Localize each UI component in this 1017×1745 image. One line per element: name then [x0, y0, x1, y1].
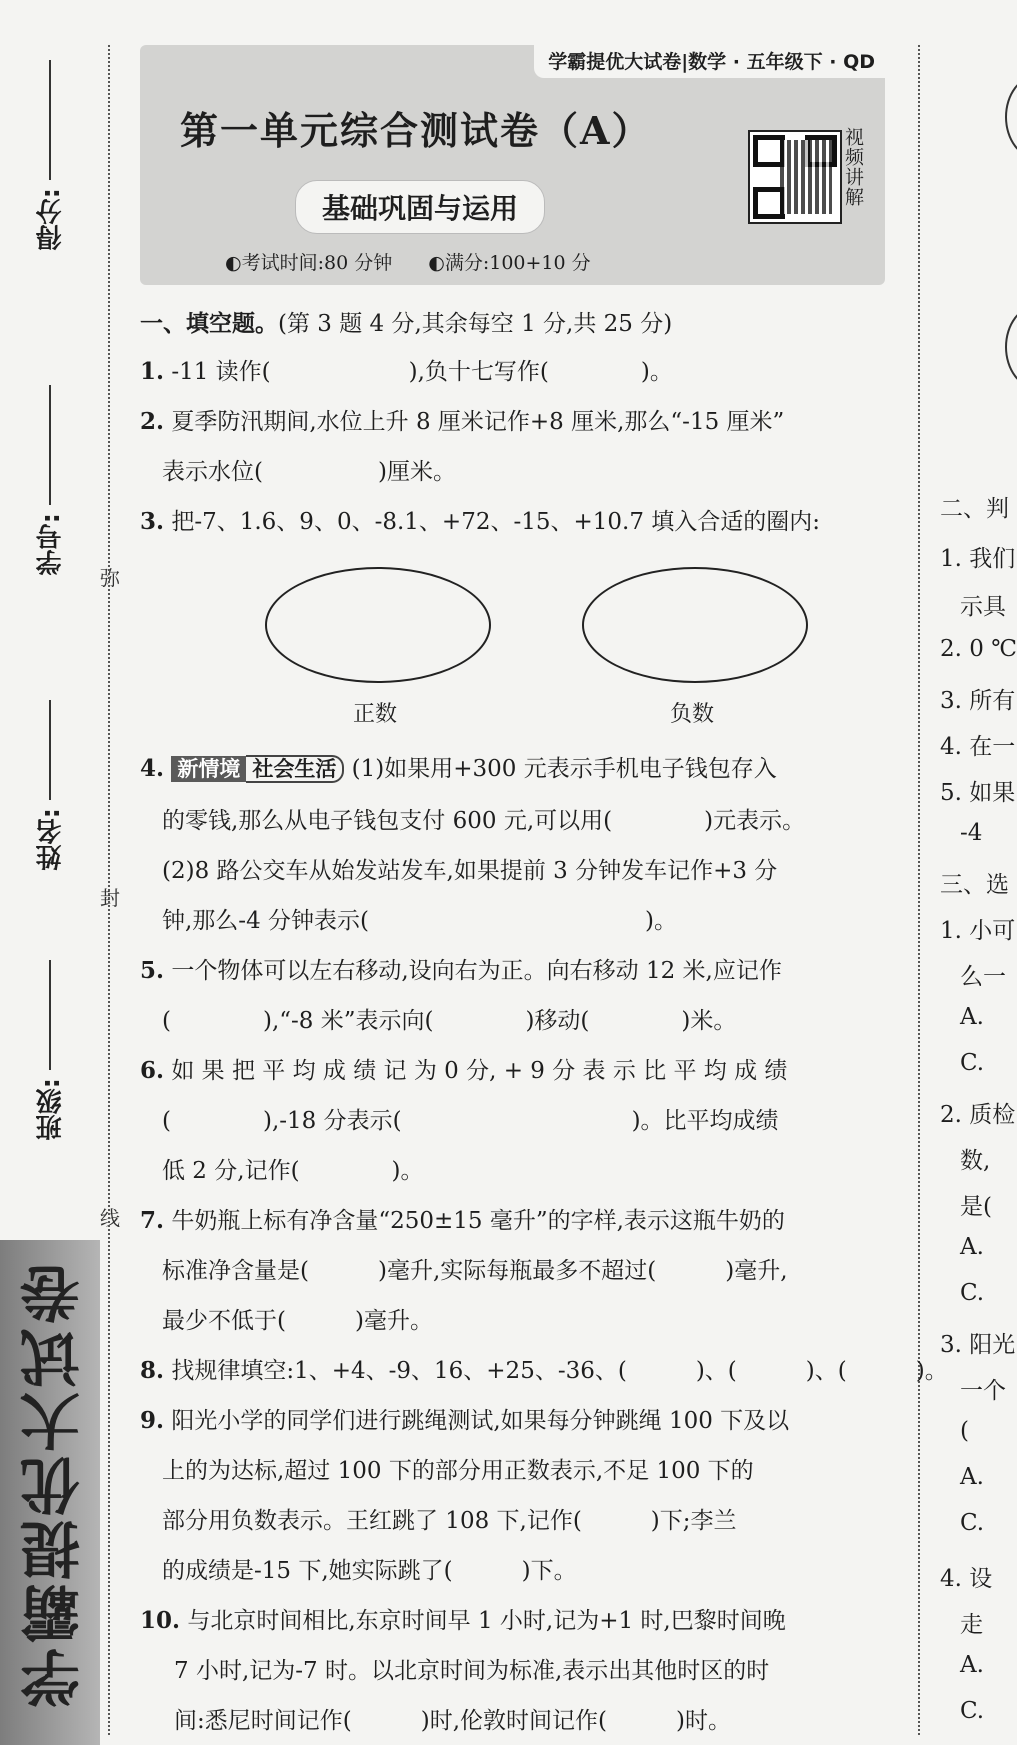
question-2-line-2: 表示水位( )厘米。 [162, 459, 456, 485]
question-10-line-3: 间:悉尼时间记作( )时,伦敦时间记作( )时。 [174, 1708, 731, 1734]
student-id-field [30, 385, 70, 583]
qr-label: 视频讲解 [842, 127, 864, 207]
exam-time: ◐考试时间:80 分钟 [225, 252, 393, 274]
question-9-line-3: 部分用负数表示。王红跳了 108 下,记作( )下;李兰 [162, 1508, 737, 1534]
choice-q1-option-a[interactable]: A. [960, 1004, 984, 1030]
judge-q1-a: 1. 我们 [940, 546, 1016, 572]
figure-circle-2 [1005, 305, 1017, 389]
question-7-line-1: 7. 牛奶瓶上标有净含量“250±15 毫升”的字样,表示这瓶牛奶的 [140, 1207, 785, 1234]
negative-label: 负数 [670, 702, 715, 727]
judge-q5-a: 5. 如果 [940, 780, 1016, 806]
positive-label: 正数 [353, 702, 398, 727]
question-6-line-1: 6. 如 果 把 平 均 成 绩 记 为 0 分, + 9 分 表 示 比 平 均 成 绩 [140, 1057, 788, 1084]
figure-circle-1 [1005, 75, 1017, 159]
positive-ellipse[interactable] [265, 567, 491, 683]
q7-text-a: 牛奶瓶上标有净含量“250±15 毫升”的字样,表示这瓶牛奶的 [171, 1208, 785, 1234]
question-1: 1. -11 读作( ),负十七写作( )。 [140, 358, 673, 385]
page-title: 第一单元综合测试卷（A） [180, 108, 652, 153]
class-field [30, 960, 70, 1148]
question-7-line-2: 标准净含量是( )毫升,实际每瓶最多不超过( )毫升, [162, 1258, 788, 1284]
question-3: 3. 把-7、1.6、9、0、-8.1、+72、-15、+10.7 填入合适的圈内: [140, 508, 821, 535]
choice-q2-c: 是( [960, 1194, 992, 1220]
q2-text-a: 夏季防汛期间,水位上升 8 厘米记作+8 厘米,那么“-15 厘米” [171, 409, 785, 435]
question-9-line-4: 的成绩是-15 下,她实际跳了( )下。 [162, 1558, 577, 1584]
choice-q2-option-c[interactable]: C. [960, 1280, 985, 1306]
negative-ellipse[interactable] [582, 567, 808, 683]
question-5-line-2: ( ),“-8 米”表示向( )移动( )米。 [162, 1008, 737, 1034]
qr-code-icon[interactable] [748, 130, 842, 224]
score-field [30, 60, 70, 258]
q6-text-a: 如 果 把 平 均 成 绩 记 为 0 分, + 9 分 表 示 比 平 均 成 绩 [171, 1058, 788, 1084]
brand-text: 学霸提优大试卷 [20, 1260, 90, 1708]
q9-text-a: 阳光小学的同学们进行跳绳测试,如果每分钟跳绳 100 下及以 [171, 1408, 790, 1434]
tag-social-life: 社会生活 [246, 755, 344, 783]
right-column-partial [930, 0, 1017, 1745]
page-subtitle: 基础巩固与运用 [295, 180, 545, 234]
class-line [49, 960, 51, 1070]
choice-q3-b: 一个 [960, 1378, 1006, 1404]
choice-q2-b: 数, [960, 1148, 991, 1174]
student-id-line [49, 385, 51, 505]
seal-char-1: 弥 [100, 566, 120, 590]
choice-q3-a: 3. 阳光 [940, 1332, 1016, 1358]
tag-new-context: 新情境 [171, 756, 246, 782]
column-divider [918, 45, 920, 1735]
q10-text-a: 与北京时间相比,东京时间早 1 小时,记为+1 时,巴黎时间晚 [187, 1608, 786, 1634]
binding-strip [0, 0, 120, 1745]
q4-text-a: (1)如果用+300 元表示手机电子钱包存入 [351, 756, 777, 782]
choice-q1-option-c[interactable]: C. [960, 1050, 985, 1076]
choice-q3-option-a[interactable]: A. [960, 1464, 984, 1490]
section-heading [140, 305, 672, 338]
seal-char-2: 封 [100, 886, 120, 910]
choice-q4-b: 走 [960, 1612, 983, 1638]
q8-text: 找规律填空:1、+4、-9、16、+25、-36、( )、( )、( )。 [171, 1358, 948, 1384]
q5-text-a: 一个物体可以左右移动,设向右为正。向右移动 12 米,应记作 [171, 958, 782, 984]
section-3-heading: 三、选 [940, 872, 1009, 898]
section-title: 一、填空题。 [140, 311, 278, 337]
question-10-line-2: 7 小时,记为-7 时。以北京时间为标准,表示出其他时区的时 [174, 1658, 770, 1684]
question-4-line-1: 4. 新情境 社会生活 (1)如果用+300 元表示手机电子钱包存入 [140, 755, 777, 782]
question-10-line-1: 10. 与北京时间相比,东京时间早 1 小时,记为+1 时,巴黎时间晚 [140, 1607, 786, 1634]
choice-q3-c: ( [960, 1418, 969, 1444]
q1-text: -11 读作( ),负十七写作( )。 [171, 359, 673, 385]
full-score: ◐满分:100+10 分 [428, 252, 591, 274]
section-note: (第 3 题 4 分,其余每空 1 分,共 25 分) [278, 311, 673, 337]
qr-modules [780, 140, 832, 214]
brand-band [0, 1240, 100, 1745]
choice-q2-option-a[interactable]: A. [960, 1234, 984, 1260]
choice-q4-option-a[interactable]: A. [960, 1652, 984, 1678]
question-4-line-2: 的零钱,那么从电子钱包支付 600 元,可以用( )元表示。 [162, 808, 806, 834]
score-label: 得分: [35, 188, 66, 251]
question-9-line-1: 9. 阳光小学的同学们进行跳绳测试,如果每分钟跳绳 100 下及以 [140, 1407, 790, 1434]
name-label: 姓名: [35, 808, 66, 871]
exam-header [140, 45, 885, 285]
q3-text: 把-7、1.6、9、0、-8.1、+72、-15、+10.7 填入合适的圈内: [171, 509, 821, 535]
choice-q1-b: 么一 [960, 964, 1006, 990]
seal-char-3: 线 [100, 1206, 120, 1230]
question-2-line-1: 2. 夏季防汛期间,水位上升 8 厘米记作+8 厘米,那么“-15 厘米” [140, 408, 785, 435]
series-label: 学霸提优大试卷|数学 · 五年级下 · QD [534, 45, 885, 78]
score-line [49, 60, 51, 180]
question-8: 8. 找规律填空:1、+4、-9、16、+25、-36、( )、( )、( )。 [140, 1357, 948, 1384]
judge-q4: 4. 在一 [940, 734, 1016, 760]
question-6-line-3: 低 2 分,记作( )。 [162, 1158, 424, 1184]
choice-q1-a: 1. 小可 [940, 918, 1016, 944]
question-5-line-1: 5. 一个物体可以左右移动,设向右为正。向右移动 12 米,应记作 [140, 957, 782, 984]
question-4-line-4: 钟,那么-4 分钟表示( )。 [162, 908, 677, 934]
exam-info [225, 248, 621, 275]
student-id-label: 学号: [35, 513, 66, 576]
judge-q3: 3. 所有 [940, 688, 1016, 714]
name-field [30, 700, 70, 878]
section-2-heading: 二、判 [940, 496, 1009, 522]
seal-dotted-line [108, 45, 110, 1735]
question-4-line-3: (2)8 路公交车从始发站发车,如果提前 3 分钟发车记作+3 分 [162, 858, 778, 884]
question-7-line-3: 最少不低于( )毫升。 [162, 1308, 433, 1334]
choice-q2-a: 2. 质检 [940, 1102, 1016, 1128]
class-label: 班级: [35, 1078, 66, 1141]
choice-q3-option-c[interactable]: C. [960, 1510, 985, 1536]
judge-q2: 2. 0 ℃ [940, 636, 1017, 662]
name-line [49, 700, 51, 800]
judge-q5-b: -4 [960, 820, 983, 846]
question-9-line-2: 上的为达标,超过 100 下的部分用正数表示,不足 100 下的 [162, 1458, 754, 1484]
question-6-line-2: ( ),-18 分表示( )。比平均成绩 [162, 1108, 779, 1134]
choice-q4-option-c[interactable]: C. [960, 1698, 985, 1724]
choice-q4-a: 4. 设 [940, 1566, 993, 1592]
judge-q1-b: 示具 [960, 594, 1006, 620]
